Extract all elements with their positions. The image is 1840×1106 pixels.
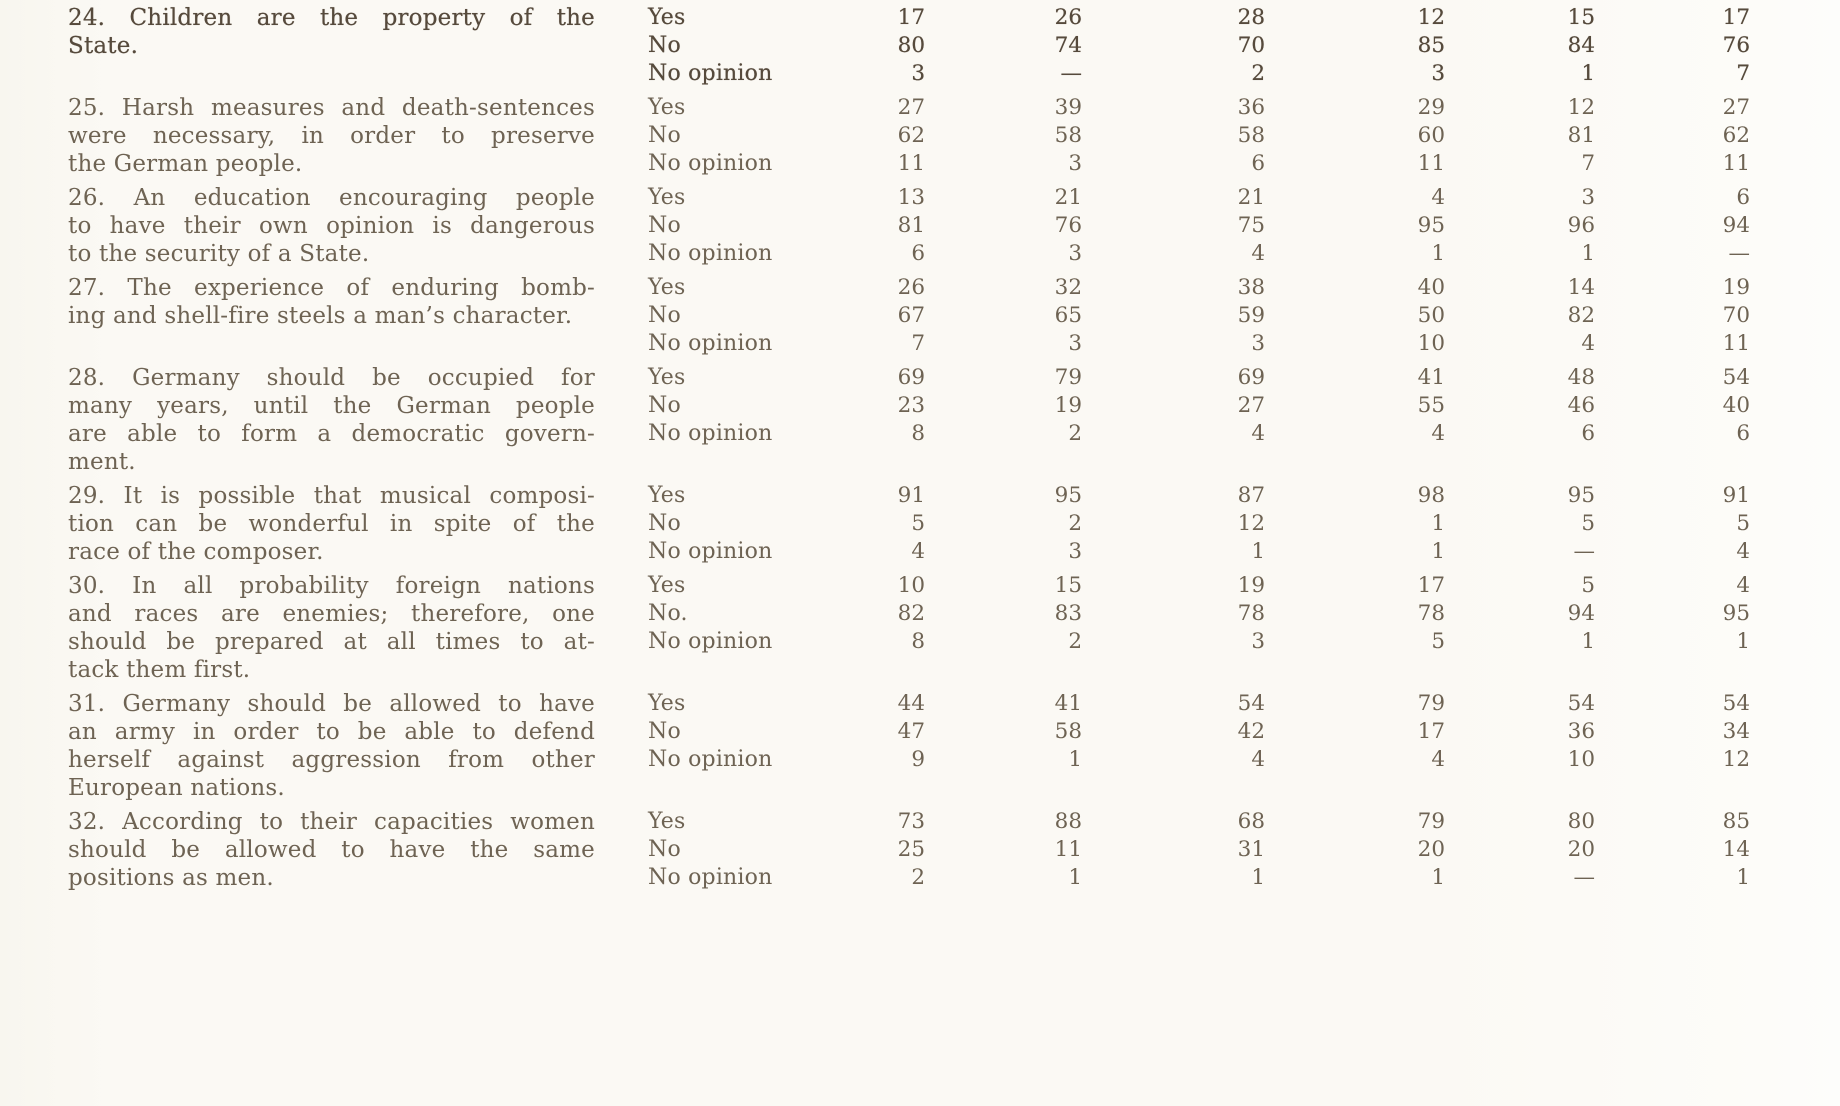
answer-value: 29 — [1417, 95, 1445, 120]
answer-grid — [648, 184, 1750, 268]
answer-value: 95 — [1722, 601, 1750, 626]
answer-value: 17 — [897, 5, 925, 30]
answer-value: 27 — [1722, 95, 1750, 120]
answer-label: Yes — [648, 95, 686, 120]
question-line: the German people. — [68, 151, 303, 177]
question-block — [0, 808, 1840, 892]
question-line: 28. Germany should be occupied for — [68, 365, 595, 391]
answer-value: 27 — [1237, 393, 1265, 418]
answer-value: — — [1573, 539, 1595, 564]
answer-row — [648, 690, 1750, 718]
answer-value: 41 — [1417, 365, 1445, 390]
answer-value: 14 — [1567, 275, 1595, 300]
answer-value: 55 — [1417, 393, 1445, 418]
answer-value: 82 — [897, 601, 925, 626]
answer-value: 17 — [1722, 5, 1750, 30]
answer-value: 85 — [1417, 33, 1445, 58]
answer-value: 3 — [1068, 539, 1082, 564]
question-text — [68, 808, 595, 892]
answer-label: Yes — [648, 483, 686, 508]
answer-value: 6 — [1251, 151, 1265, 176]
answer-value: 1 — [1431, 865, 1445, 890]
answer-value: 4 — [1251, 421, 1265, 446]
answer-row — [648, 330, 1750, 358]
answer-label: No opinion — [648, 629, 773, 654]
answer-value: 26 — [1054, 5, 1082, 30]
answer-value: 8 — [911, 421, 925, 446]
answer-value: 25 — [897, 837, 925, 862]
answer-value: 4 — [1431, 421, 1445, 446]
answer-value: 1 — [1251, 865, 1265, 890]
answer-row — [648, 808, 1750, 836]
answer-value: 2 — [1068, 511, 1082, 536]
answer-value: 10 — [897, 573, 925, 598]
answer-value: 9 — [911, 747, 925, 772]
answer-row — [648, 746, 1750, 774]
answer-value: 38 — [1237, 275, 1265, 300]
answer-row — [648, 240, 1750, 268]
answer-value: 36 — [1237, 95, 1265, 120]
answer-row — [648, 32, 1750, 60]
answer-row — [648, 4, 1750, 32]
answer-value: 5 — [1581, 511, 1595, 536]
question-line: should be prepared at all times to at- — [68, 629, 595, 655]
answer-grid — [648, 690, 1750, 774]
answer-value: 39 — [1054, 95, 1082, 120]
question-line: 24. Children are the property of the — [68, 5, 595, 31]
answer-value: 1 — [1431, 539, 1445, 564]
answer-value: 1 — [1581, 629, 1595, 654]
answer-row — [648, 392, 1750, 420]
question-line: European nations. — [68, 775, 285, 801]
answer-value: 5 — [911, 511, 925, 536]
question-block — [0, 364, 1840, 476]
answer-value: 54 — [1567, 691, 1595, 716]
answer-value: 7 — [1736, 61, 1750, 86]
answer-value: 40 — [1417, 275, 1445, 300]
survey-table — [0, 4, 1840, 892]
answer-row — [648, 212, 1750, 240]
question-line: 32. According to their capacities women — [68, 809, 595, 835]
answer-value: — — [1060, 61, 1082, 86]
answer-value: 6 — [1736, 185, 1750, 210]
answer-value: 69 — [1237, 365, 1265, 390]
answer-value: 11 — [1722, 331, 1750, 356]
answer-value: 73 — [897, 809, 925, 834]
question-line: are able to form a democratic govern- — [68, 421, 595, 447]
answer-row — [648, 302, 1750, 330]
answer-label: No — [648, 33, 681, 58]
answer-value: 4 — [911, 539, 925, 564]
answer-value: 1 — [1068, 865, 1082, 890]
answer-value: 20 — [1417, 837, 1445, 862]
answer-value: 15 — [1567, 5, 1595, 30]
question-line: tion can be wonderful in spite of the — [68, 511, 595, 537]
question-block — [0, 94, 1840, 178]
answer-row — [648, 510, 1750, 538]
question-block — [0, 572, 1840, 684]
answer-value: 75 — [1237, 213, 1265, 238]
answer-label: No opinion — [648, 747, 773, 772]
answer-grid — [648, 572, 1750, 656]
answer-value: 7 — [911, 331, 925, 356]
question-line: should be allowed to have the same — [68, 837, 595, 863]
answer-label: No — [648, 511, 681, 536]
answer-label: No opinion — [648, 865, 773, 890]
answer-value: 62 — [897, 123, 925, 148]
answer-value: 47 — [897, 719, 925, 744]
answer-value: 54 — [1722, 365, 1750, 390]
answer-value: 95 — [1054, 483, 1082, 508]
answer-value: 50 — [1417, 303, 1445, 328]
answer-value: 32 — [1054, 275, 1082, 300]
answer-value: 58 — [1054, 719, 1082, 744]
answer-value: 4 — [1251, 747, 1265, 772]
answer-value: 60 — [1417, 123, 1445, 148]
answer-label: No opinion — [648, 61, 773, 86]
answer-value: 4 — [1581, 331, 1595, 356]
answer-value: 79 — [1417, 809, 1445, 834]
question-block — [0, 184, 1840, 268]
answer-value: 2 — [911, 865, 925, 890]
answer-value: 94 — [1722, 213, 1750, 238]
question-line: were necessary, in order to preserve — [68, 123, 595, 149]
answer-label: No — [648, 123, 681, 148]
answer-value: 10 — [1567, 747, 1595, 772]
answer-grid — [648, 364, 1750, 448]
answer-value: 91 — [897, 483, 925, 508]
answer-value: 23 — [897, 393, 925, 418]
question-line: herself against aggression from other — [68, 747, 595, 773]
answer-value: 4 — [1251, 241, 1265, 266]
answer-value: 46 — [1567, 393, 1595, 418]
answer-value: 65 — [1054, 303, 1082, 328]
question-line: positions as men. — [68, 865, 274, 891]
answer-value: 76 — [1722, 33, 1750, 58]
answer-value: 3 — [1251, 331, 1265, 356]
answer-label: No — [648, 719, 681, 744]
question-text — [68, 4, 595, 60]
answer-value: 81 — [897, 213, 925, 238]
answer-label: No — [648, 393, 681, 418]
answer-grid — [648, 94, 1750, 178]
answer-value: 11 — [1417, 151, 1445, 176]
answer-value: 4 — [1431, 747, 1445, 772]
answer-grid — [648, 4, 1750, 88]
question-block — [0, 4, 1840, 88]
answer-value: 59 — [1237, 303, 1265, 328]
answer-value: 48 — [1567, 365, 1595, 390]
answer-value: 74 — [1054, 33, 1082, 58]
answer-value: 80 — [1567, 809, 1595, 834]
answer-grid — [648, 274, 1750, 358]
answer-value: 21 — [1054, 185, 1082, 210]
answer-value: 3 — [1068, 241, 1082, 266]
answer-row — [648, 60, 1750, 88]
answer-value: 79 — [1417, 691, 1445, 716]
question-line: to the security of a State. — [68, 241, 370, 267]
question-line: 27. The experience of enduring bomb- — [68, 275, 595, 301]
answer-value: 11 — [1722, 151, 1750, 176]
question-text — [68, 184, 595, 268]
question-line: 25. Harsh measures and death-sentences — [68, 95, 595, 121]
answer-row — [648, 184, 1750, 212]
answer-row — [648, 364, 1750, 392]
answer-value: 1 — [1431, 511, 1445, 536]
answer-label: No — [648, 213, 681, 238]
answer-value: 3 — [1581, 185, 1595, 210]
question-text — [68, 94, 595, 178]
answer-value: 4 — [1736, 539, 1750, 564]
answer-value: — — [1728, 241, 1750, 266]
answer-value: 1 — [1736, 865, 1750, 890]
answer-row — [648, 122, 1750, 150]
answer-value: 26 — [897, 275, 925, 300]
answer-value: 31 — [1237, 837, 1265, 862]
answer-value: 3 — [911, 61, 925, 86]
answer-label: Yes — [648, 185, 686, 210]
answer-value: 76 — [1054, 213, 1082, 238]
answer-value: 54 — [1722, 691, 1750, 716]
answer-value: 1 — [1068, 747, 1082, 772]
answer-value: 19 — [1054, 393, 1082, 418]
answer-row — [648, 482, 1750, 510]
answer-value: 2 — [1068, 421, 1082, 446]
question-line: 29. It is possible that musical composi- — [68, 483, 595, 509]
answer-value: 20 — [1567, 837, 1595, 862]
answer-value: 81 — [1567, 123, 1595, 148]
answer-value: 95 — [1567, 483, 1595, 508]
answer-value: 2 — [1251, 61, 1265, 86]
question-line: 30. In all probability foreign nations — [68, 573, 595, 599]
answer-value: 7 — [1581, 151, 1595, 176]
answer-row — [648, 628, 1750, 656]
question-line: and races are enemies; therefore, one — [68, 601, 595, 627]
answer-value: 11 — [897, 151, 925, 176]
answer-label: Yes — [648, 809, 686, 834]
answer-value: 28 — [1237, 5, 1265, 30]
answer-label: Yes — [648, 5, 686, 30]
answer-value: 96 — [1567, 213, 1595, 238]
question-text — [68, 482, 595, 566]
question-text — [68, 364, 595, 476]
question-line: tack them first. — [68, 657, 251, 683]
answer-value: 19 — [1237, 573, 1265, 598]
answer-value: 1 — [1736, 629, 1750, 654]
answer-value: 58 — [1054, 123, 1082, 148]
answer-value: 41 — [1054, 691, 1082, 716]
answer-value: 70 — [1722, 303, 1750, 328]
answer-value: 5 — [1581, 573, 1595, 598]
answer-value: 80 — [897, 33, 925, 58]
answer-value: 17 — [1417, 573, 1445, 598]
answer-value: 40 — [1722, 393, 1750, 418]
question-text — [68, 572, 595, 684]
answer-row — [648, 420, 1750, 448]
answer-value: 34 — [1722, 719, 1750, 744]
answer-value: 6 — [911, 241, 925, 266]
answer-value: 4 — [1736, 573, 1750, 598]
question-text — [68, 274, 595, 330]
answer-label: No opinion — [648, 331, 773, 356]
answer-label: No — [648, 837, 681, 862]
answer-value: 67 — [897, 303, 925, 328]
question-line: State. — [68, 33, 139, 59]
answer-row — [648, 572, 1750, 600]
question-line: an army in order to be able to defend — [68, 719, 595, 745]
answer-value: 21 — [1237, 185, 1265, 210]
answer-value: 6 — [1581, 421, 1595, 446]
question-block — [0, 482, 1840, 566]
answer-row — [648, 150, 1750, 178]
answer-label: Yes — [648, 691, 686, 716]
answer-value: 78 — [1417, 601, 1445, 626]
answer-label: No opinion — [648, 241, 773, 266]
question-line: 26. An education encouraging people — [68, 185, 595, 211]
answer-value: — — [1573, 865, 1595, 890]
question-line: 31. Germany should be allowed to have — [68, 691, 595, 717]
answer-label: Yes — [648, 365, 686, 390]
answer-value: 58 — [1237, 123, 1265, 148]
answer-value: 12 — [1567, 95, 1595, 120]
question-block — [0, 274, 1840, 358]
answer-label: Yes — [648, 275, 686, 300]
answer-value: 85 — [1722, 809, 1750, 834]
answer-value: 27 — [897, 95, 925, 120]
answer-label: No — [648, 303, 681, 328]
answer-value: 12 — [1237, 511, 1265, 536]
answer-value: 69 — [897, 365, 925, 390]
answer-value: 78 — [1237, 601, 1265, 626]
answer-value: 1 — [1251, 539, 1265, 564]
answer-value: 79 — [1054, 365, 1082, 390]
answer-value: 82 — [1567, 303, 1595, 328]
question-line: ment. — [68, 449, 136, 475]
answer-value: 17 — [1417, 719, 1445, 744]
answer-value: 15 — [1054, 573, 1082, 598]
answer-value: 10 — [1417, 331, 1445, 356]
answer-row — [648, 864, 1750, 892]
answer-value: 5 — [1431, 629, 1445, 654]
answer-value: 83 — [1054, 601, 1082, 626]
answer-label: No opinion — [648, 151, 773, 176]
question-block — [0, 690, 1840, 802]
answer-value: 14 — [1722, 837, 1750, 862]
answer-value: 94 — [1567, 601, 1595, 626]
answer-value: 19 — [1722, 275, 1750, 300]
answer-value: 1 — [1431, 241, 1445, 266]
answer-value: 84 — [1567, 33, 1595, 58]
answer-label: Yes — [648, 573, 686, 598]
question-line: race of the composer. — [68, 539, 324, 565]
answer-row — [648, 538, 1750, 566]
answer-value: 68 — [1237, 809, 1265, 834]
question-line: ing and shell-fire steels a man’s character. — [68, 303, 573, 329]
answer-value: 11 — [1054, 837, 1082, 862]
answer-value: 36 — [1567, 719, 1595, 744]
answer-value: 13 — [897, 185, 925, 210]
question-line: many years, until the German people — [68, 393, 595, 419]
answer-value: 1 — [1581, 241, 1595, 266]
answer-row — [648, 274, 1750, 302]
answer-value: 4 — [1431, 185, 1445, 210]
answer-label: No. — [648, 601, 688, 626]
answer-value: 70 — [1237, 33, 1265, 58]
answer-value: 3 — [1068, 151, 1082, 176]
answer-value: 87 — [1237, 483, 1265, 508]
answer-value: 1 — [1581, 61, 1595, 86]
answer-value: 54 — [1237, 691, 1265, 716]
answer-label: No opinion — [648, 539, 773, 564]
answer-value: 3 — [1431, 61, 1445, 86]
answer-label: No opinion — [648, 421, 773, 446]
answer-row — [648, 718, 1750, 746]
answer-grid — [648, 808, 1750, 892]
answer-value: 2 — [1068, 629, 1082, 654]
answer-value: 3 — [1251, 629, 1265, 654]
answer-value: 12 — [1722, 747, 1750, 772]
answer-value: 5 — [1736, 511, 1750, 536]
answer-value: 98 — [1417, 483, 1445, 508]
answer-row — [648, 836, 1750, 864]
answer-value: 95 — [1417, 213, 1445, 238]
answer-row — [648, 600, 1750, 628]
answer-row — [648, 94, 1750, 122]
answer-value: 44 — [897, 691, 925, 716]
answer-value: 12 — [1417, 5, 1445, 30]
answer-value: 88 — [1054, 809, 1082, 834]
answer-grid — [648, 482, 1750, 566]
question-line: to have their own opinion is dangerous — [68, 213, 595, 239]
answer-value: 8 — [911, 629, 925, 654]
question-text — [68, 690, 595, 802]
answer-value: 3 — [1068, 331, 1082, 356]
answer-value: 42 — [1237, 719, 1265, 744]
answer-value: 6 — [1736, 421, 1750, 446]
answer-value: 62 — [1722, 123, 1750, 148]
answer-value: 91 — [1722, 483, 1750, 508]
